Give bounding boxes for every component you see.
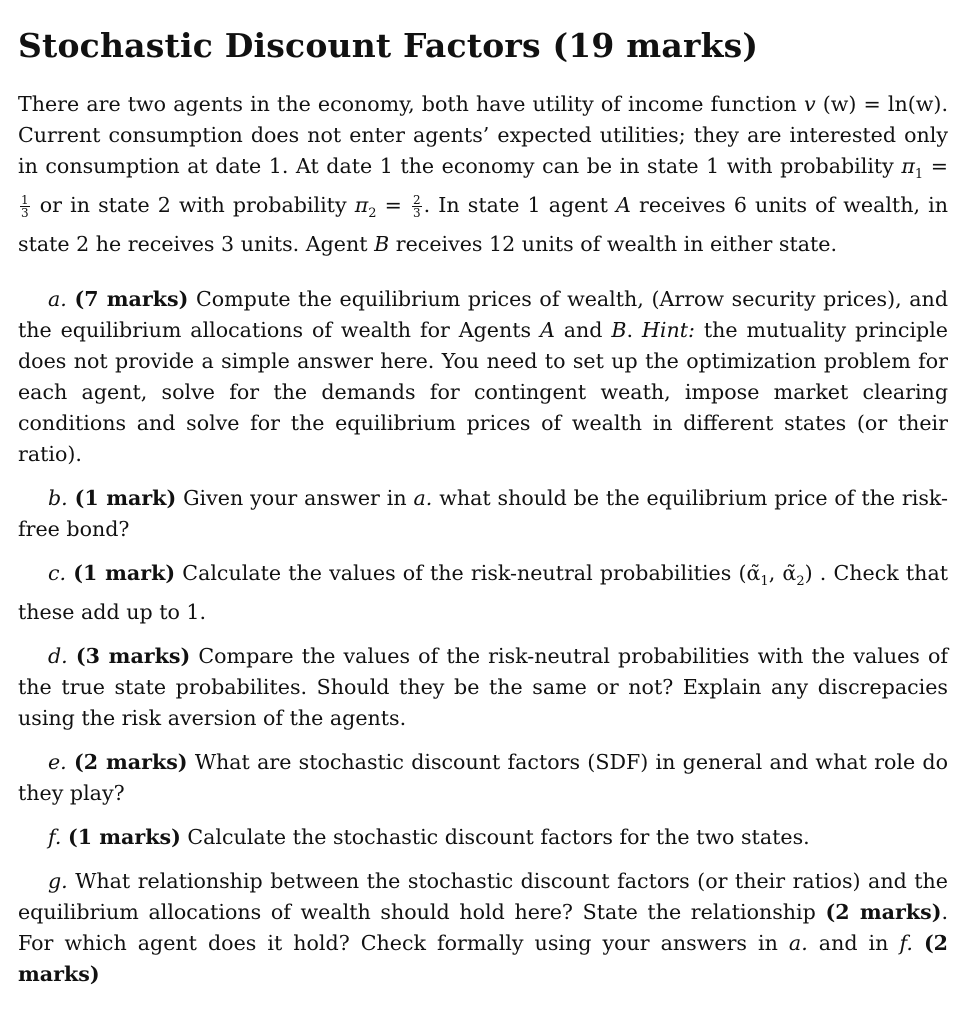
part-letter: d. — [48, 644, 68, 669]
part-reference: f. — [899, 931, 913, 956]
fraction-two-thirds — [412, 194, 422, 219]
fraction-numerator: 1 — [21, 193, 29, 208]
question-part-c — [18, 558, 948, 628]
part-text: . — [626, 318, 642, 343]
part-letter: b. — [48, 486, 68, 511]
agent-b-symbol: B — [611, 318, 627, 343]
alpha1-subscript: 1 — [760, 574, 769, 590]
part-text: Given your answer in — [176, 486, 414, 511]
agent-a-symbol: A — [539, 318, 555, 343]
part-reference: a. — [788, 931, 808, 956]
part-text: What relationship between the stochastic discount factors (or their ratios) and the equilibrium allocations of wealth should hold here? State the relationship — [18, 869, 948, 925]
part-text: and in — [807, 931, 900, 956]
intro-text: Current consumption does not enter agents’ expected utilities; they are interested only in consumption at date 1. At date 1 the economy can be in state 1 with probability — [18, 123, 948, 178]
part-letter: f. — [48, 825, 62, 850]
part-text: Compare the values of the risk-neutral probabilities with the values of the true state probabilites. Should they be the same or not? Explain any discrepacies using the risk aversion of the agents. — [18, 644, 948, 731]
fraction-denominator: 3 — [413, 206, 421, 221]
part-text: Calculate the stochastic discount factors for the two states. — [180, 825, 810, 850]
part-text: Compute the equilibrium prices of wealth, (Arrow security prices), and the equilibrium allocations of wealth for Agents — [18, 287, 948, 343]
pi2-symbol: π — [354, 193, 369, 218]
alpha2-subscript: 2 — [796, 574, 805, 590]
utility-symbol: v — [803, 92, 816, 116]
part-letter: e. — [48, 750, 67, 775]
hint-label: Hint: — [641, 318, 695, 343]
part-text: ) . Check that these add up to 1. — [18, 561, 948, 625]
marks-label: (2 marks) — [18, 931, 949, 987]
marks-label: (7 marks) — [74, 287, 189, 312]
marks-label: (1 mark) — [74, 486, 177, 511]
question-part-a — [18, 284, 948, 470]
part-text — [913, 931, 924, 955]
question-part-g — [18, 866, 948, 990]
question-part-d — [18, 641, 948, 734]
document-page — [18, 0, 948, 990]
part-letter: a. — [48, 287, 67, 312]
marks-label: (3 marks) — [75, 644, 191, 669]
part-text: What are stochastic discount factors (SDF) in general and what role do they play? — [18, 750, 949, 806]
marks-label: (2 marks) — [74, 750, 188, 775]
part-text: and — [554, 318, 612, 343]
equals-sign: = — [923, 154, 948, 178]
pi1-subscript: 1 — [914, 167, 924, 183]
fraction-numerator: 2 — [413, 193, 421, 208]
intro-text: receives 12 units of wealth in either state. — [389, 232, 838, 257]
part-reference: a. — [413, 486, 433, 511]
part-letter: g. — [48, 869, 68, 894]
marks-label: (1 mark) — [73, 561, 176, 586]
page-title: Stochastic Discount Factors (19 marks) — [18, 26, 759, 65]
question-part-b — [18, 483, 948, 545]
part-text: the mutuality principle does not provide a simple answer here. You need to set up the optimization problem for each agent, solve for the demands for contingent weath, impose market clearing conditions and solve for the equilibrium prices of wealth in different states (or their ratio). — [18, 318, 948, 467]
intro-text: or in state 2 with probability — [31, 193, 355, 218]
agent-b-symbol: B — [374, 232, 390, 257]
intro-text: There are two agents in the economy, both have utility of income function — [18, 92, 804, 116]
intro-paragraph — [18, 89, 948, 260]
part-text: . For which agent does it hold? Check formally using your answers in — [18, 900, 948, 956]
question-part-e — [18, 747, 948, 809]
utility-expression: (w) = ln(w). — [815, 92, 948, 116]
marks-label: (2 marks) — [825, 900, 942, 925]
intro-text: receives 6 units of wealth, in state 2 he receives 3 units. Agent — [18, 193, 948, 257]
agent-a-symbol: A — [616, 193, 631, 218]
intro-text: . In state 1 agent — [423, 193, 617, 218]
fraction-one-third — [20, 194, 30, 219]
fraction-denominator: 3 — [21, 206, 29, 221]
pi2-subscript: 2 — [368, 206, 377, 222]
pi1-symbol: π — [901, 154, 915, 178]
part-text: Calculate the values of the risk-neutral probabilities (α̃ — [175, 561, 761, 586]
part-text: , α̃ — [768, 561, 797, 586]
part-text: what should be the equilibrium price of the risk-free bond? — [18, 486, 949, 542]
question-part-f — [18, 822, 948, 853]
part-letter: c. — [48, 561, 67, 586]
equals-sign: = — [376, 193, 410, 218]
marks-label: (1 marks) — [67, 825, 181, 850]
